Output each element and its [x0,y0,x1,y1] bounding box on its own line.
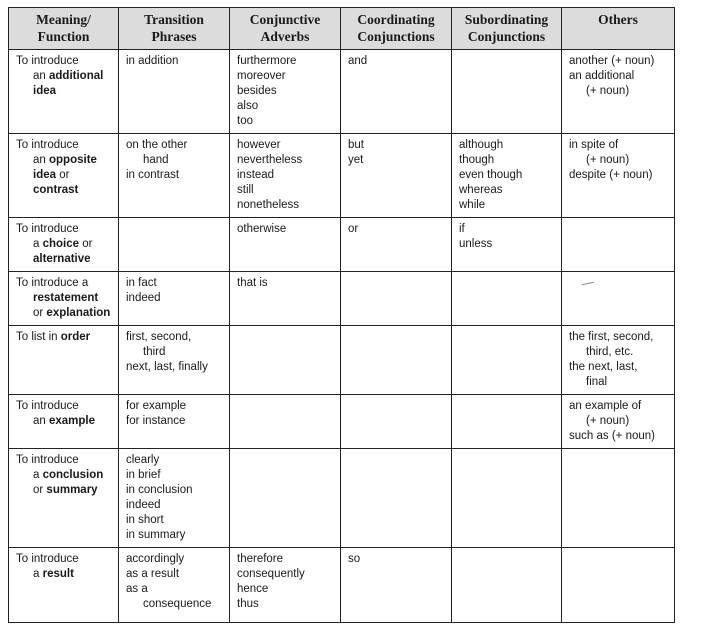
cell-entry: hence [237,583,269,595]
meaning-text: or [79,238,93,250]
meaning-line [16,330,112,345]
cell-conjunctive-adverbs [230,548,341,623]
cell-entry: even though [459,169,523,181]
cell-transition-phrases [119,449,230,548]
table-row [9,395,675,449]
cell-conjunctive-adverbs [230,395,341,449]
cell-entry: in addition [126,55,179,67]
keyword-text: order [60,331,91,343]
cell-entry: third [143,346,166,358]
meaning-line [16,468,112,483]
cell-entry: on the other [126,139,188,151]
cell-transition-phrases [119,218,230,272]
cell-entry: thus [237,598,259,610]
cell-entry: another (+ noun) [569,55,655,67]
cell-entry: unless [459,238,493,250]
cell-entry: in spite of [569,139,619,151]
cell-entry: otherwise [237,223,287,235]
cell-others [562,326,675,395]
cell-entry: for instance [126,415,186,427]
cell-subordinating-conjunctions [452,134,562,218]
cell-subordinating-conjunctions [452,50,562,134]
meaning-line [16,252,112,267]
table-row [9,272,675,326]
cell-entry: that is [237,277,268,289]
meaning-text: or [33,484,47,496]
cell-meaning [9,449,119,548]
cell-subordinating-conjunctions [452,326,562,395]
cell-meaning [9,326,119,395]
cell-entry: besides [237,85,277,97]
cell-conjunctive-adverbs [230,50,341,134]
meaning-text: To introduce [16,139,79,151]
cell-entry: accordingly [126,553,185,565]
cell-transition-phrases [119,326,230,395]
meaning-line [16,306,112,321]
cell-entry: in fact [126,277,157,289]
cell-entry: an additional [569,70,635,82]
cell-entry: next, last, finally [126,361,208,373]
keyword-text: contrast [33,184,79,196]
header-meaning: Meaning/ Function [9,8,119,50]
cell-others [562,50,675,134]
cell-coordinating-conjunctions [341,548,452,623]
cell-entry: nonetheless [237,199,300,211]
cell-meaning [9,548,119,623]
cell-entry: instead [237,169,275,181]
cell-meaning [9,272,119,326]
cell-transition-phrases [119,50,230,134]
cell-entry: too [237,115,253,127]
cell-entry: in summary [126,529,186,541]
cell-entry: in conclusion [126,484,193,496]
keyword-text: summary [46,484,98,496]
meaning-line [16,552,112,567]
meaning-text: or [56,169,70,181]
keyword-text: example [49,415,96,427]
cell-conjunctive-adverbs [230,218,341,272]
meaning-line [16,222,112,237]
meaning-text: an [33,154,49,166]
cell-conjunctive-adverbs [230,272,341,326]
meaning-line [16,84,112,99]
cell-meaning [9,134,119,218]
meaning-text: To list in [16,331,61,343]
cell-others [562,449,675,548]
cell-entry: the next, last, [569,361,638,373]
meaning-text: or [33,307,47,319]
cell-entry: first, second, [126,331,192,343]
meaning-line [16,291,112,306]
cell-entry: (+ noun) [586,415,630,427]
cell-entry: though [459,154,495,166]
meaning-line [16,168,112,183]
keyword-text: idea [33,169,57,181]
cell-entry: while [459,199,486,211]
keyword-text: additional [49,70,104,82]
meaning-text: an [33,415,49,427]
header-row [9,8,675,50]
cell-subordinating-conjunctions [452,395,562,449]
header-others: Others [562,8,675,50]
meaning-text: To introduce [16,553,79,565]
cell-entry: an example of [569,400,642,412]
cell-entry: in short [126,514,164,526]
meaning-line [16,138,112,153]
cell-coordinating-conjunctions [341,395,452,449]
cell-entry: for example [126,400,187,412]
meaning-text: To introduce a [16,277,89,289]
cell-conjunctive-adverbs [230,134,341,218]
meaning-line [16,54,112,69]
cell-entry: indeed [126,499,161,511]
meaning-text: To introduce [16,55,79,67]
cell-coordinating-conjunctions [341,272,452,326]
cell-others [562,548,675,623]
cell-entry: (+ noun) [586,85,630,97]
cell-entry: also [237,100,259,112]
cell-entry: the first, second, [569,331,654,343]
table-body [9,50,675,623]
cell-entry: although [459,139,504,151]
cell-entry: if [459,223,465,235]
meaning-line [16,69,112,84]
cell-entry: such as (+ noun) [569,430,655,442]
cell-others [562,218,675,272]
meaning-line [16,276,112,291]
cell-subordinating-conjunctions [452,272,562,326]
cell-entry: as a [126,583,148,595]
cell-entry: and [348,55,368,67]
cell-entry: but [348,139,364,151]
keyword-text: opposite [49,154,97,166]
cell-coordinating-conjunctions [341,50,452,134]
meaning-text: a [33,568,43,580]
table-row [9,50,675,134]
header-coordinating-conjunctions: Coordinating Conjunctions [341,8,452,50]
cell-coordinating-conjunctions [341,218,452,272]
cell-entry: in brief [126,469,161,481]
cell-conjunctive-adverbs [230,326,341,395]
cell-others [562,395,675,449]
keyword-text: result [42,568,74,580]
header-transition-phrases: Transition Phrases [119,8,230,50]
cell-entry: (+ noun) [586,154,630,166]
cell-subordinating-conjunctions [452,449,562,548]
meaning-text: an [33,70,49,82]
cell-subordinating-conjunctions [452,548,562,623]
table-row [9,134,675,218]
cell-transition-phrases [119,134,230,218]
cell-entry: final [586,376,608,388]
cell-entry: hand [143,154,169,166]
cell-transition-phrases [119,272,230,326]
meaning-line [16,483,112,498]
cell-conjunctive-adverbs [230,449,341,548]
cell-entry: as a result [126,568,180,580]
meaning-line [16,567,112,582]
transitions-table [8,7,675,623]
cell-entry: despite (+ noun) [569,169,653,181]
cell-coordinating-conjunctions [341,134,452,218]
cell-subordinating-conjunctions [452,218,562,272]
cell-entry: consequence [143,598,212,610]
meaning-line [16,399,112,414]
meaning-line [16,183,112,198]
table-row [9,449,675,548]
meaning-line [16,237,112,252]
meaning-line [16,153,112,168]
cell-entry: still [237,184,254,196]
cell-meaning [9,50,119,134]
cell-entry: yet [348,154,364,166]
meaning-text: To introduce [16,400,79,412]
meaning-text: a [33,469,43,481]
meaning-text: a [33,238,43,250]
keyword-text: choice [42,238,80,250]
cell-entry: in contrast [126,169,180,181]
keyword-text: explanation [46,307,111,319]
cell-coordinating-conjunctions [341,449,452,548]
table-row [9,218,675,272]
table-row [9,548,675,623]
cell-entry: or [348,223,359,235]
cell-coordinating-conjunctions [341,326,452,395]
cell-entry: furthermore [237,55,297,67]
keyword-text: conclusion [42,469,104,481]
meaning-line [16,414,112,429]
keyword-text: restatement [33,292,99,304]
meaning-text: To introduce [16,223,79,235]
cell-entry: nevertheless [237,154,303,166]
cell-meaning [9,395,119,449]
cell-entry: moreover [237,70,286,82]
table-row [9,326,675,395]
header-subordinating-conjunctions: Subordinating Conjunctions [452,8,562,50]
cell-transition-phrases [119,395,230,449]
keyword-text: alternative [33,253,91,265]
header-conjunctive-adverbs: Conjunctive Adverbs [230,8,341,50]
cell-entry: so [348,553,361,565]
cell-entry: therefore [237,553,284,565]
cell-transition-phrases [119,548,230,623]
cell-meaning [9,218,119,272]
cell-others [562,134,675,218]
keyword-text: idea [33,85,57,97]
cell-entry: clearly [126,454,160,466]
meaning-line [16,453,112,468]
cell-entry: whereas [459,184,503,196]
cell-entry: consequently [237,568,305,580]
cell-entry: indeed [126,292,161,304]
cell-entry: third, etc. [586,346,634,358]
meaning-text: To introduce [16,454,79,466]
cell-others [562,272,675,326]
cell-entry: however [237,139,281,151]
